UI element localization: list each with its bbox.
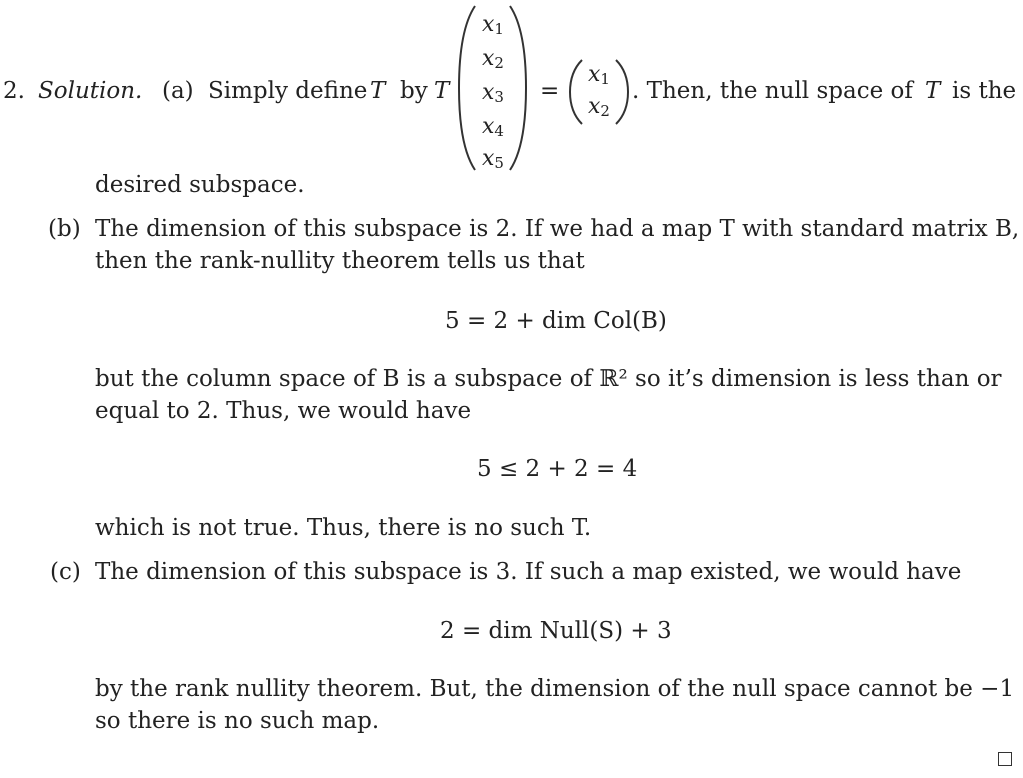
part-a-by: by	[400, 78, 428, 104]
part-a-label: (a)	[162, 78, 194, 104]
right-paren-large	[506, 0, 530, 175]
part-b-line3: but the column space of B is a subspace of ℝ² so it’s dimension is less than or	[95, 366, 1002, 392]
part-c-line3: so there is no such map.	[95, 708, 380, 734]
part-a-is-the: is the	[952, 78, 1017, 104]
part-b-equation1: 5 = 2 + dim Col(B)	[445, 308, 667, 334]
problem-number: 2.	[3, 78, 25, 104]
part-b-line5: which is not true. Thus, there is no such T.	[95, 515, 592, 541]
part-b-line4: equal to 2. Thus, we would have	[95, 398, 472, 424]
part-b-line1: The dimension of this subspace is 2. If we had a map T with standard matrix B,	[95, 216, 1020, 242]
part-a-text-before: Simply define	[208, 78, 368, 104]
solution-label: Solution.	[38, 78, 143, 104]
part-c-line1: The dimension of this subspace is 3. If such a map existed, we would have	[95, 559, 962, 585]
part-c-equation1: 2 = dim Null(S) + 3	[440, 618, 672, 644]
qed-box-icon	[998, 752, 1012, 766]
part-b-label: (b)	[48, 216, 81, 242]
part-a-continuation: desired subspace.	[95, 172, 305, 198]
part-c-line2: by the rank nullity theorem. But, the dimension of the null space cannot be −1	[95, 676, 1015, 702]
part-b-line2: then the rank-nullity theorem tells us that	[95, 248, 585, 274]
equals-sign: =	[540, 78, 560, 104]
left-paren-small	[566, 56, 586, 128]
part-a-T1: T	[370, 78, 386, 104]
part-a-T2: T	[434, 78, 450, 104]
left-paren-large	[455, 0, 479, 175]
part-a-text-after: . Then, the null space of	[632, 78, 913, 104]
part-b-equation2: 5 ≤ 2 + 2 = 4	[477, 456, 638, 482]
right-paren-small	[612, 56, 632, 128]
part-a-T3: T	[925, 78, 941, 104]
part-c-label: (c)	[50, 559, 81, 585]
